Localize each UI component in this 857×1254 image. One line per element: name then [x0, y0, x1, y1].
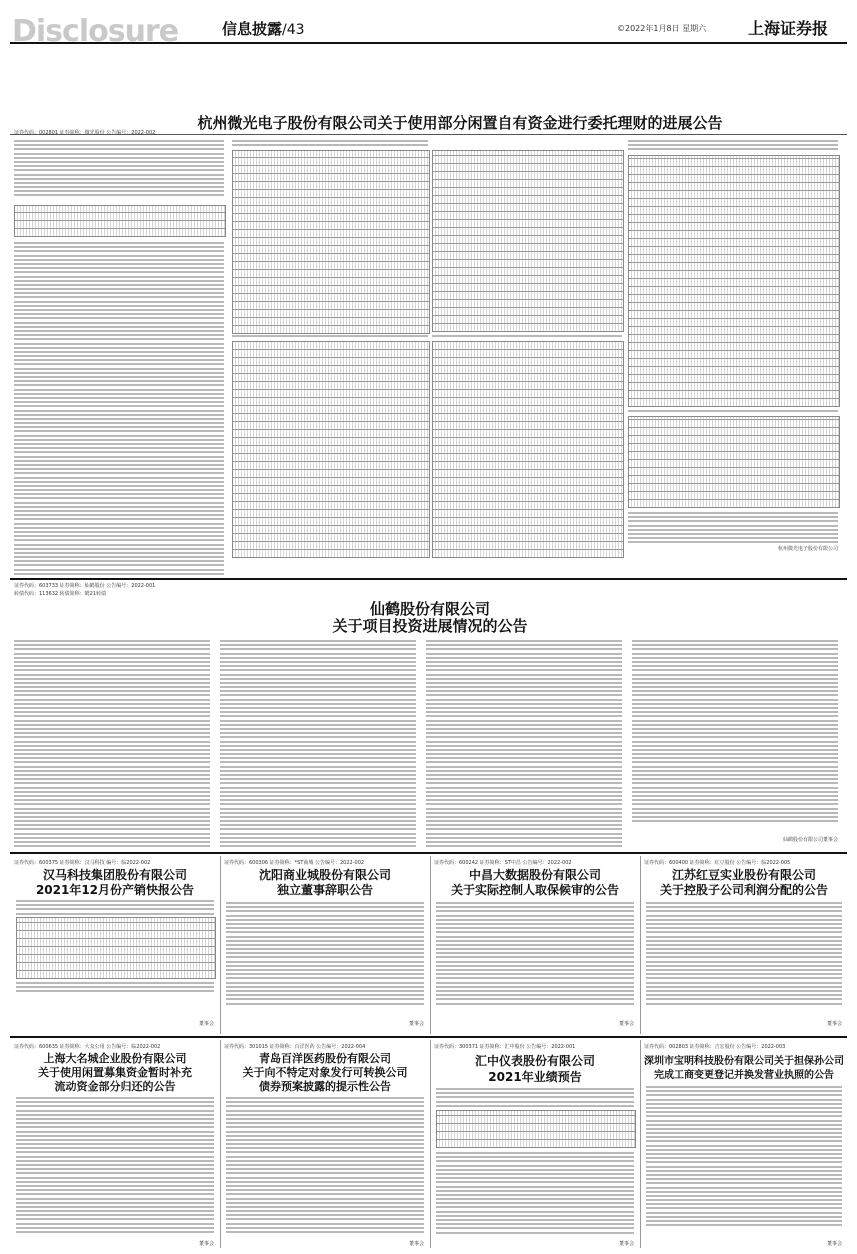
- column-divider: [640, 856, 641, 1034]
- body-text-column: [220, 640, 416, 849]
- notice-codes: 证券代码：603733 证券简称：仙鹤股份 公告编号：2022-001: [14, 583, 156, 589]
- wealth-management-table: [432, 150, 624, 332]
- notice-codes: 证券代码：002803 证券简称：吉宏股份 公告编号：2022-003: [644, 1044, 786, 1050]
- signature: 杭州微光电子股份有限公司: [777, 546, 838, 552]
- notice-title: 2021年业绩预告: [488, 1070, 582, 1084]
- wealth-management-table: [432, 341, 624, 558]
- notice-codes: 证券代码：002801 证券简称：微光股份 公告编号：2022-002: [14, 130, 156, 136]
- body-text-column: [646, 1086, 842, 1228]
- wealth-management-table: [628, 155, 840, 407]
- notice-codes: 证券代码：301015 证券简称：百洋医药 公告编号：2022-004: [224, 1044, 366, 1050]
- section-brand: Disclosure: [12, 14, 179, 49]
- signature: 董事会: [826, 1241, 842, 1247]
- issue-date: ©2022年1月8日 星期六: [617, 24, 707, 33]
- section-rule: [10, 578, 847, 580]
- notice-title: 杭州微光电子股份有限公司关于使用部分闲置自有资金进行委托理财的进展公告: [197, 114, 723, 132]
- notice-title: 青岛百洋医药股份有限公司: [259, 1052, 391, 1065]
- body-text-column: [16, 982, 214, 995]
- notice-title: 流动资金部分归还的公告: [54, 1080, 176, 1093]
- notice-title: 完成工商变更登记并换发营业执照的公告: [654, 1070, 834, 1081]
- body-text-column: [436, 1152, 634, 1236]
- notice-title: 沈阳商业城股份有限公司: [258, 868, 391, 882]
- notice-title: 汇中仪表股份有限公司: [474, 1054, 595, 1068]
- notice-title: 债券预案披露的提示性公告: [259, 1080, 391, 1093]
- body-text-column: [14, 640, 210, 849]
- table-caption: [232, 335, 428, 339]
- body-text-column: [226, 902, 424, 1007]
- notice-title: 深圳市宝明科技股份有限公司关于担保孙公司: [644, 1056, 844, 1067]
- notice-codes: 证券代码：300371 证券简称：汇中股份 公告编号：2022-001: [434, 1044, 576, 1050]
- notice-title: 中昌大数据股份有限公司: [468, 868, 601, 882]
- notice-codes: 证券代码：600242 证券简称：ST中昌 公告编号：2022-002: [434, 860, 572, 866]
- wealth-management-table: [232, 150, 430, 334]
- section-rule: [10, 1036, 847, 1038]
- section-name: 信息披露: [222, 20, 283, 38]
- wealth-management-table: [232, 341, 430, 558]
- body-text-column: [14, 140, 224, 199]
- body-text-column: [16, 1097, 214, 1235]
- signature: 董事会: [618, 1021, 634, 1027]
- signature: 董事会: [198, 1021, 214, 1027]
- body-text-column: [14, 242, 224, 577]
- body-text-column: [426, 640, 622, 849]
- body-text-column: [436, 902, 634, 1007]
- page-number: /43: [282, 22, 305, 38]
- product-table: [14, 205, 226, 237]
- notice-title: 独立董事辞职公告: [276, 883, 373, 897]
- column-divider: [430, 1040, 431, 1248]
- notice-title: 汉马科技集团股份有限公司: [42, 868, 187, 882]
- signature: 董事会: [826, 1021, 842, 1027]
- masthead-rule: [10, 42, 847, 44]
- signature: 董事会: [198, 1241, 214, 1247]
- signature: 仙鹤股份有限公司董事会: [782, 837, 838, 843]
- column-divider: [640, 1040, 641, 1248]
- column-divider: [430, 856, 431, 1034]
- column-divider: [220, 1040, 221, 1248]
- notice-title: 关于控股子公司利润分配的公告: [659, 883, 828, 897]
- notice-title: 上海大名城企业股份有限公司: [43, 1052, 187, 1065]
- body-text-column: [646, 902, 842, 1007]
- notice-title: 关于项目投资进展情况的公告: [332, 617, 528, 635]
- body-text-column: [436, 1088, 634, 1109]
- signature: 董事会: [408, 1021, 424, 1027]
- table-caption: [432, 335, 622, 339]
- column-divider: [220, 856, 221, 1034]
- notice-codes: 转债代码：113632 转债简称：鹤21转债: [14, 591, 107, 597]
- body-text-column: [632, 640, 838, 824]
- body-text-column: [226, 1097, 424, 1235]
- notice-divider: [10, 134, 847, 135]
- newspaper-name: 上海证券报: [748, 19, 829, 38]
- body-text-column: [628, 512, 838, 546]
- production-sales-table: [16, 917, 216, 979]
- earnings-forecast-table: [436, 1110, 636, 1148]
- notice-title: 仙鹤股份有限公司: [369, 600, 490, 618]
- notice-title: 关于实际控制人取保候审的公告: [450, 883, 619, 897]
- section-title: [222, 18, 305, 39]
- notice-title: 江苏红豆实业股份有限公司: [671, 868, 816, 882]
- notice-codes: 证券代码：600306 证券简称：*ST商城 公告编号：2022-002: [224, 860, 365, 866]
- wealth-management-table: [628, 416, 840, 508]
- notice-codes: 证券代码：600635 证券简称：大众公用 公告编号：临2022-002: [14, 1044, 161, 1050]
- table-caption: [628, 140, 838, 153]
- notice-title: 2021年12月份产销快报公告: [35, 883, 195, 897]
- notice-title: 关于使用闲置募集资金暂时补充: [38, 1066, 192, 1079]
- notice-title: 关于向不特定对象发行可转换公司: [242, 1066, 408, 1079]
- notice-codes: 证券代码：600400 证券简称：红豆股份 公告编号：临2022-005: [644, 860, 791, 866]
- table-caption: [232, 140, 428, 148]
- signature: 董事会: [618, 1241, 634, 1247]
- body-text-column: [16, 900, 214, 917]
- signature: 董事会: [408, 1241, 424, 1247]
- section-rule: [10, 852, 847, 854]
- notice-codes: 证券代码：600375 证券简称：汉马科技 编号：临2022-002: [14, 860, 151, 866]
- table-caption: [628, 410, 838, 414]
